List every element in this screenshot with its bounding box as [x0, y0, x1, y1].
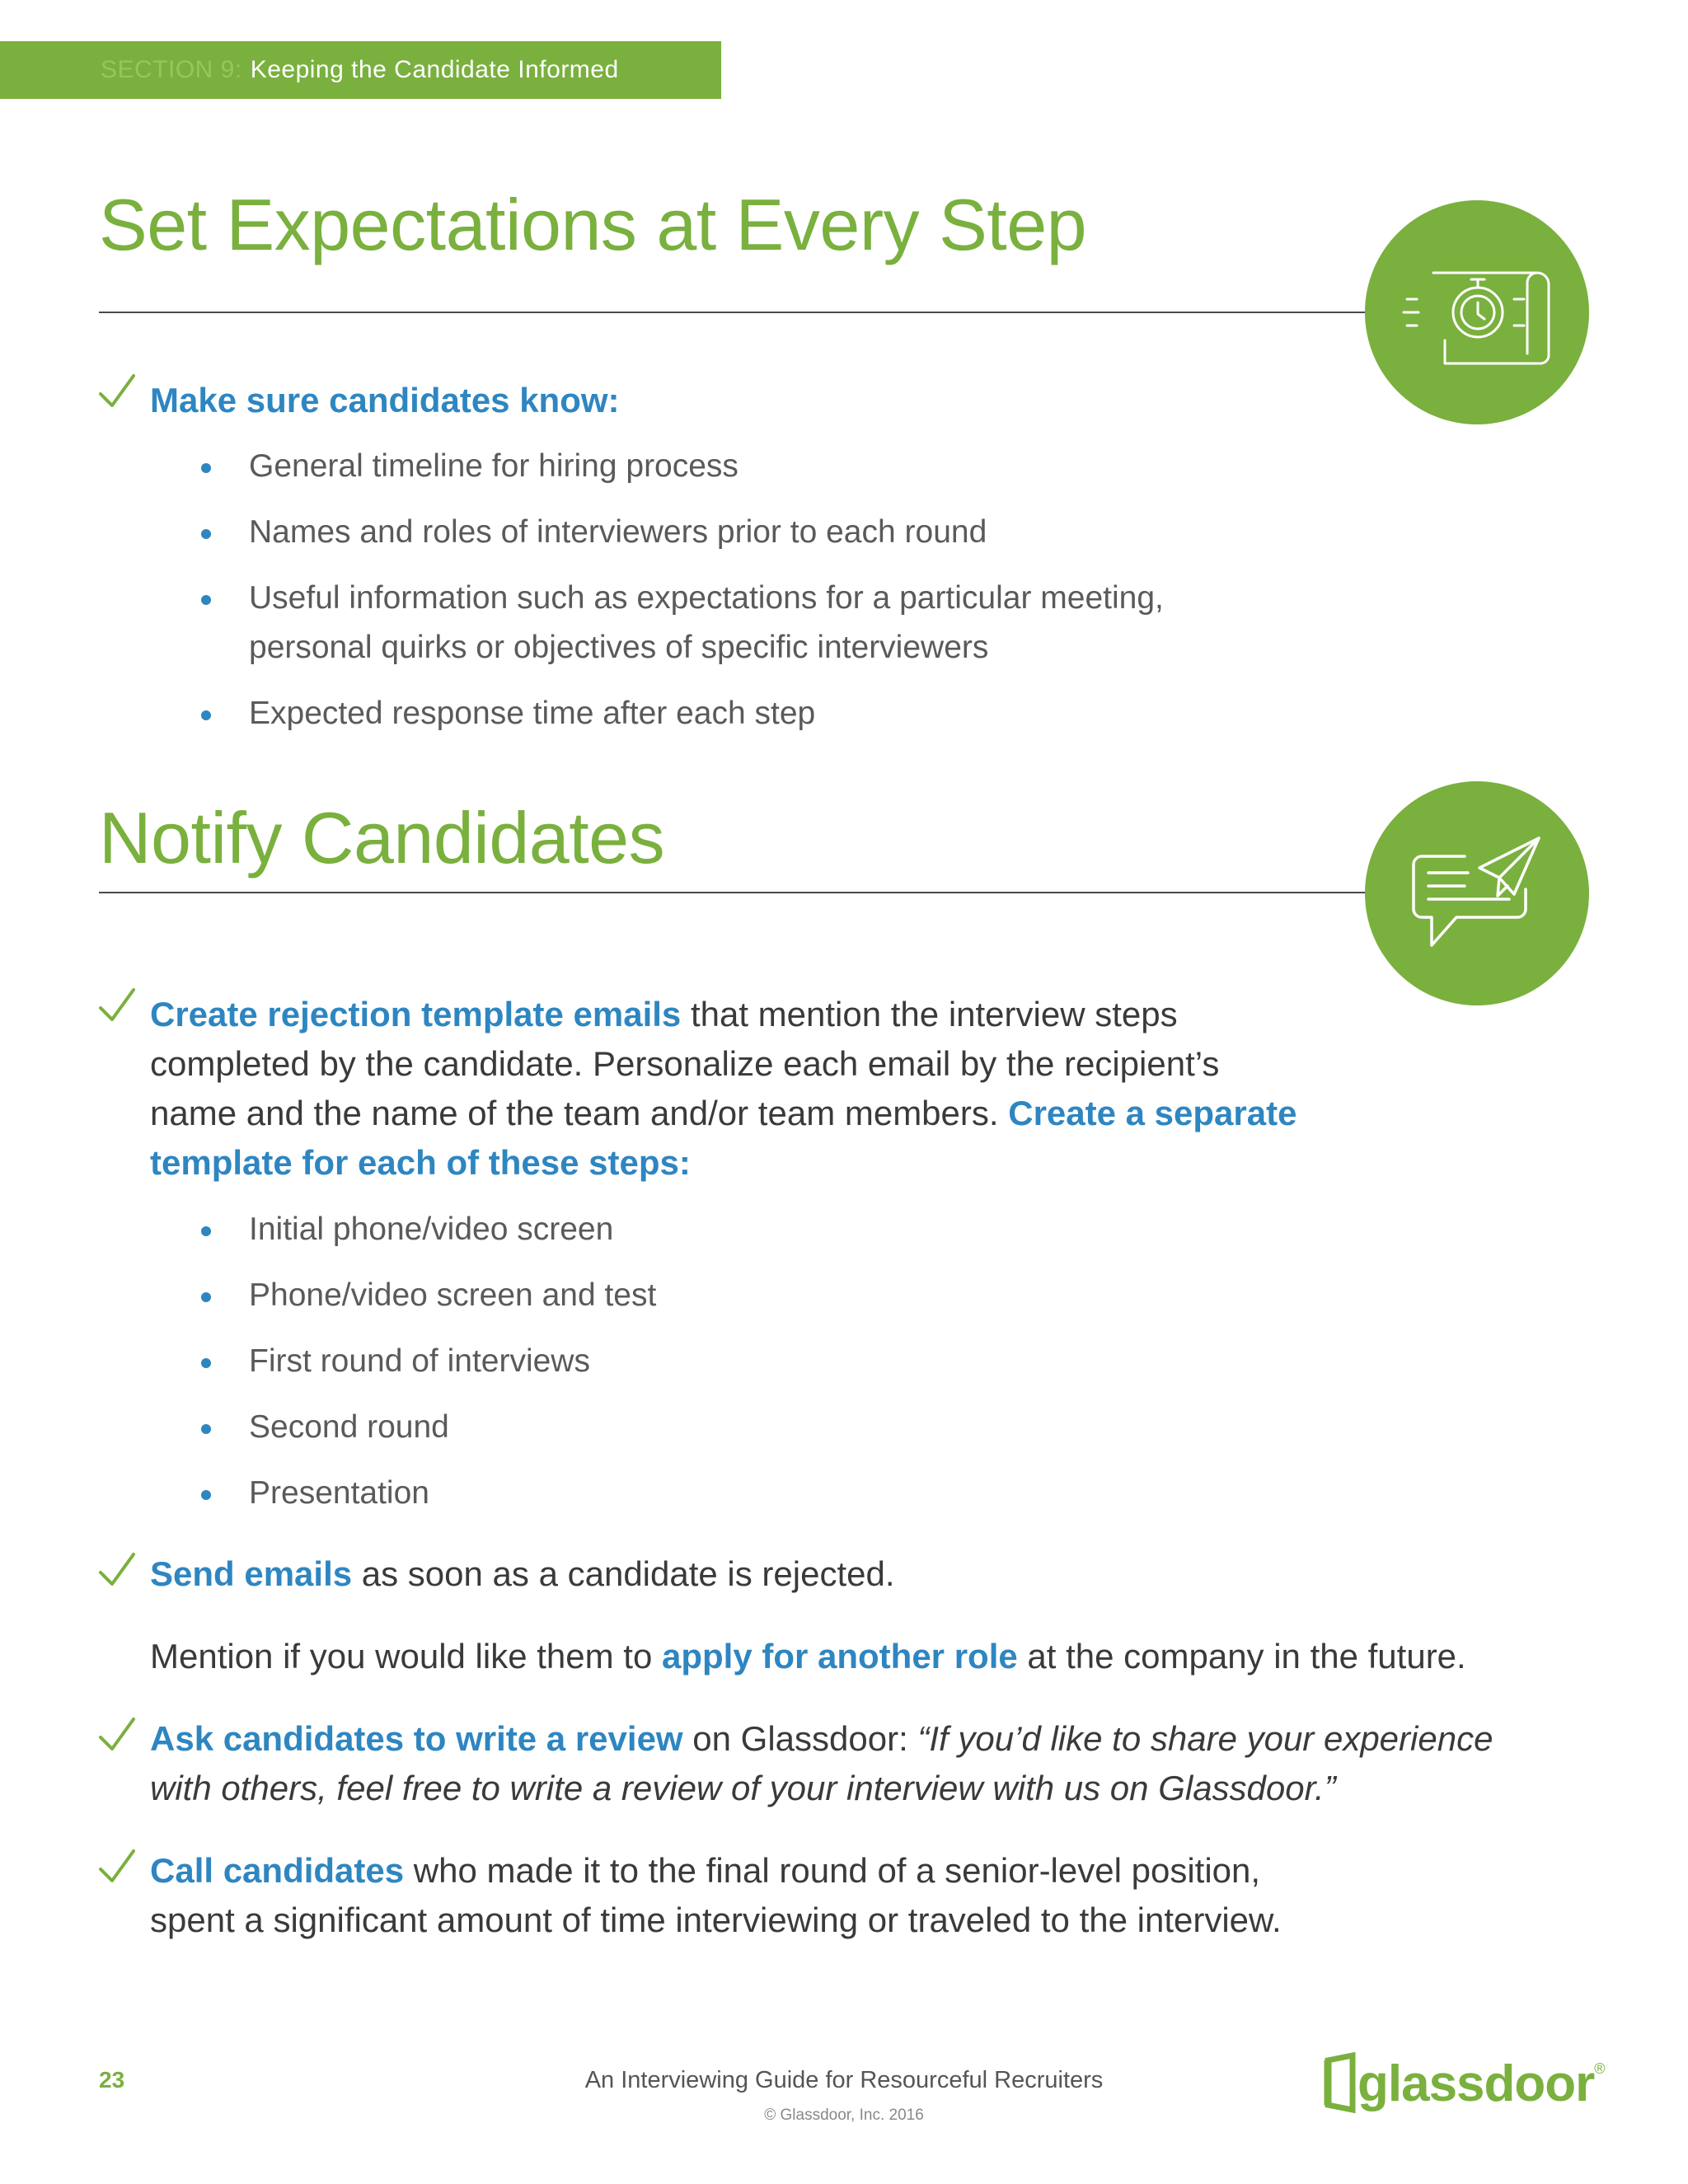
list-item: Initial phone/video screen: [199, 1205, 656, 1271]
stopwatch-schedule-icon: [1365, 200, 1589, 424]
list-item: Useful information such as expectations for a particular meeting,: [199, 574, 1164, 623]
glassdoor-door-icon: [1323, 2052, 1357, 2115]
checkmark-icon: [97, 985, 137, 1024]
checkmark-icon: [97, 371, 137, 410]
text-line: template for each of these steps:: [150, 1143, 691, 1182]
bullet-icon: [201, 1424, 211, 1434]
list-item: First round of interviews: [199, 1337, 656, 1403]
bullet-icon: [201, 1490, 211, 1500]
bullet-icon: [201, 529, 211, 539]
list-item: General timeline for hiring process: [199, 442, 1164, 508]
check-item-rejection-templates: [150, 990, 1386, 1188]
bullet-icon: [201, 463, 211, 473]
text-line: Create rejection template emails that mention the interview steps: [150, 995, 1178, 1033]
text-line: Call candidates who made it to the final round of a senior-level position,: [150, 1851, 1261, 1890]
bullet-icon: [201, 595, 211, 605]
section-title: Keeping the Candidate Informed: [250, 56, 619, 83]
text-line: with others, feel free to write a review of your interview with us on Glassdoor.”: [150, 1769, 1336, 1807]
text-line: completed by the candidate. Personalize each email by the recipient’s: [150, 1044, 1220, 1083]
list-item-continuation: personal quirks or objectives of specific interviewers: [249, 630, 989, 665]
check-item-ask-review: [150, 1714, 1617, 1813]
text-line: Ask candidates to write a review on Glassdoor: “If you’d like to share your experience: [150, 1719, 1493, 1758]
bullet-icon: [201, 1292, 211, 1302]
logo-text: glassdoor: [1357, 2055, 1595, 2112]
template-steps-list: [199, 1205, 656, 1535]
divider-rule: [99, 892, 1368, 893]
check-item-call-candidates: [150, 1846, 1551, 1945]
bullet-icon: [201, 1358, 211, 1368]
text-line: name and the name of the team and/or team members. Create a separate: [150, 1094, 1297, 1132]
heading-set-expectations: Set Expectations at Every Step: [99, 184, 1087, 265]
list-item: Phone/video screen and test: [199, 1271, 656, 1337]
footer-copyright: © Glassdoor, Inc. 2016: [764, 2107, 924, 2124]
chat-paper-plane-icon: [1365, 781, 1589, 1005]
checkmark-icon: [97, 1846, 137, 1886]
checkmark-icon: [97, 1714, 137, 1754]
glassdoor-logo: [1323, 2052, 1606, 2115]
text-line: spent a significant amount of time interviewing or traveled to the interview.: [150, 1900, 1282, 1939]
check-item-send-emails: Send emails as soon as a candidate is rejected.: [150, 1554, 895, 1593]
bullet-icon: [201, 1226, 211, 1236]
check-item-make-sure: [150, 376, 620, 425]
mention-another-role: Mention if you would like them to apply for another role at the company in the future.: [150, 1637, 1466, 1675]
divider-rule: [99, 312, 1368, 313]
logo-registered-mark: ®: [1594, 2060, 1606, 2077]
heading-notify-candidates: Notify Candidates: [99, 797, 665, 879]
list-item: Names and roles of interviewers prior to each round: [199, 508, 1164, 574]
section-banner: [0, 41, 721, 99]
list-item: Second round: [199, 1403, 656, 1469]
check-label: Make sure candidates know:: [150, 381, 620, 419]
bullet-icon: [201, 710, 211, 720]
section-number: SECTION 9:: [101, 56, 242, 83]
footer-title: An Interviewing Guide for Resourceful Recruiters: [584, 2067, 1104, 2093]
page-number: 23: [99, 2067, 125, 2093]
list-item: Presentation: [199, 1469, 656, 1535]
expectations-list: [199, 442, 1164, 755]
checkmark-icon: [97, 1549, 137, 1589]
list-item: Expected response time after each step: [199, 689, 1164, 755]
